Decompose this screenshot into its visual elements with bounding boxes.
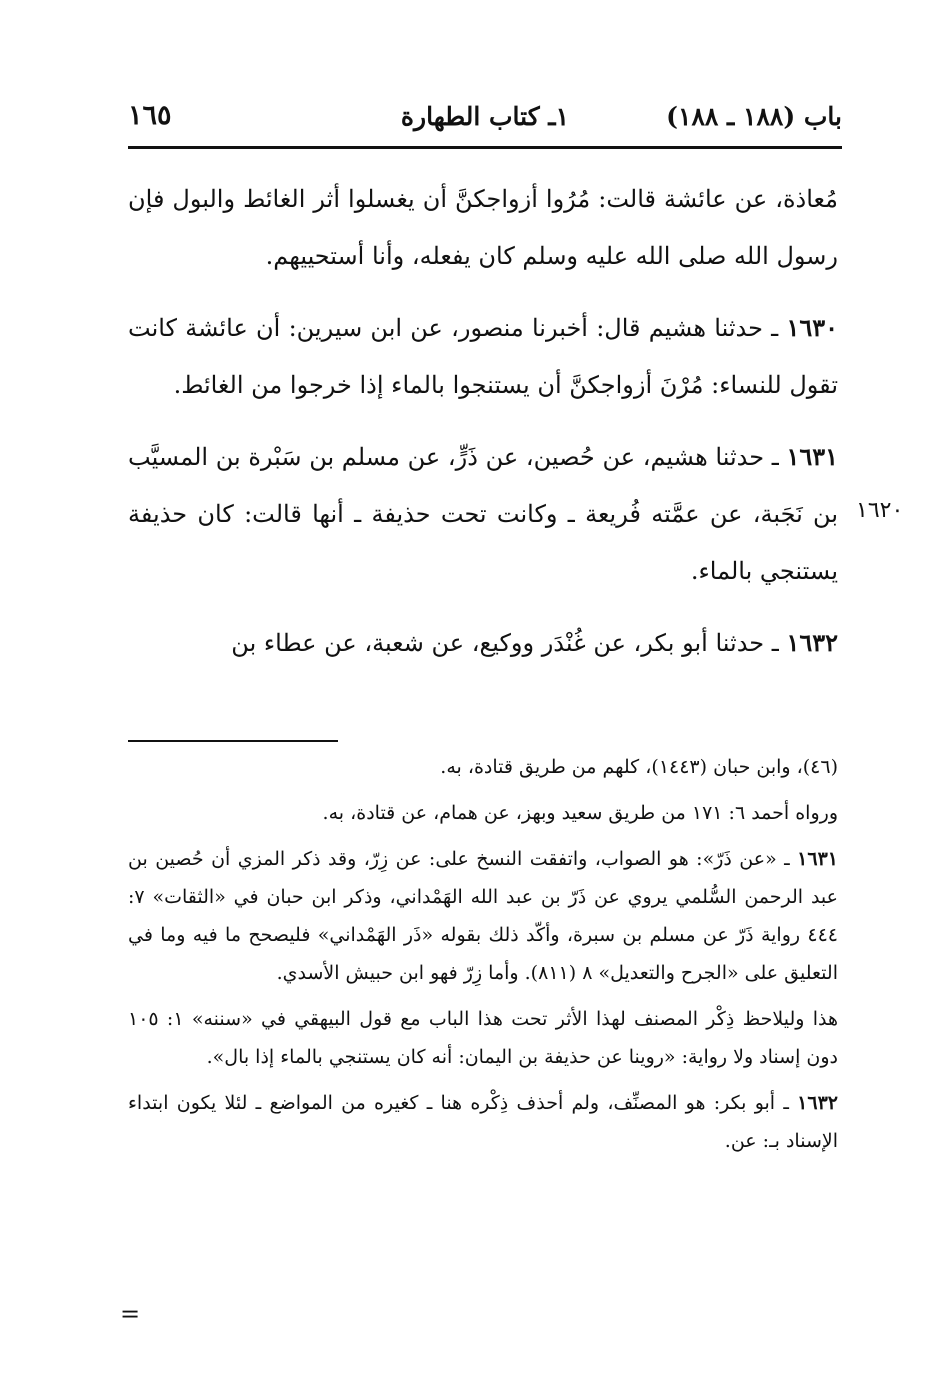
hadith-number: ١٦٣٠ <box>786 313 838 342</box>
footnote <box>128 794 838 832</box>
running-header <box>128 102 842 142</box>
hadith-number: ١٦٣١ <box>786 442 838 471</box>
footnote-number: ١٦٣٢ <box>797 1092 838 1114</box>
hadith-number: ١٦٣٢ <box>786 628 838 657</box>
footnote <box>128 748 838 786</box>
footnote-text: (٤٦)، وابن حبان (١٤٤٣)، كلهم من طريق قتادة، به. <box>440 756 838 778</box>
footnote-number: ١٦٣١ <box>797 848 838 870</box>
footnote-text: هذا وليلاحظ ذِكْر المصنف لهذا الأثر تحت هذا الباب مع قول البيهقي في «سننه» ١: ١٠٥ دون إسناد ولا رواية: «روينا عن حذيفة بن اليمان: أنه كان يستنجي بالماء إذا بال». <box>128 1008 838 1068</box>
hadith-text: ـ حدثنا هشيم قال: أخبرنا منصور، عن ابن سيرين: أن عائشة كانت تقول للنساء: مُرْنَ أزواجكنَّ أن يستنجوا بالماء إذا خرجوا من الغائط. <box>128 314 838 399</box>
hadith-paragraph <box>128 428 838 600</box>
hadith-paragraph <box>128 170 838 285</box>
footnote-text: ـ «عن ذَرّ»: هو الصواب، واتفقت النسخ على: عن زِرّ، وقد ذكر المزي أن حُصين بن عبد الرحمن السُّلمي يروي عن ذَرّ بن عبد الله الهَمْداني، وذكر ابن حبان في «الثقات» ٧: ٤٤٤ رواية ذَرّ عن مسلم بن سبرة، وأكّد ذلك بقوله «ذَر الهَمْداني» فليصحح ما فيه وما في التعليق على «الجرح والتعديل» ٨ (٨١١). وأما زِرّ فهو ابن حبيش الأسدي. <box>128 848 838 984</box>
chapter-heading: باب (١٨٨ ـ ١٨٨) <box>666 102 842 131</box>
hadith-text: ـ حدثنا أبو بكر، عن غُنْدَر ووكيع، عن شعبة، عن عطاء بن <box>231 629 787 657</box>
footnote <box>128 840 838 992</box>
hadith-paragraph <box>128 614 838 672</box>
header-rule <box>128 146 842 149</box>
footnotes <box>128 748 838 1168</box>
footnote <box>128 1000 838 1076</box>
hadith-paragraph <box>128 299 838 414</box>
footnote-text: ـ أبو بكر: هو المصنِّف، ولم أحذف ذِكْره هنا ـ كغيره من المواضع ـ لئلا يكون ابتداء الإسناد بـ: عن. <box>128 1092 838 1152</box>
book-heading: ١ـ كتاب الطهارة <box>400 102 570 131</box>
margin-number: ١٦٢٠ <box>856 498 904 523</box>
footnote-text: ورواه أحمد ٦: ١٧١ من طريق سعيد وبهز، عن همام، عن قتادة، به. <box>322 802 838 824</box>
continuation-mark: = <box>120 1300 141 1328</box>
footnote-rule <box>128 740 338 742</box>
page-number: ١٦٥ <box>128 100 172 131</box>
main-text <box>128 170 838 686</box>
hadith-text: مُعاذة، عن عائشة قالت: مُرُوا أزواجكنَّ أن يغسلوا أثر الغائط والبول فإن رسول الله صلى الله عليه وسلم كان يفعله، وأنا أستحييهم. <box>128 185 838 270</box>
hadith-text: ـ حدثنا هشيم، عن حُصين، عن ذَرٍّ، عن مسلم بن سَبْرة بن المسيَّب بن نَجَبة، عن عمَّته فُريعة ـ وكانت تحت حذيفة ـ أنها قالت: كان حذيفة يستنجي بالماء. <box>128 443 838 585</box>
footnote <box>128 1084 838 1160</box>
